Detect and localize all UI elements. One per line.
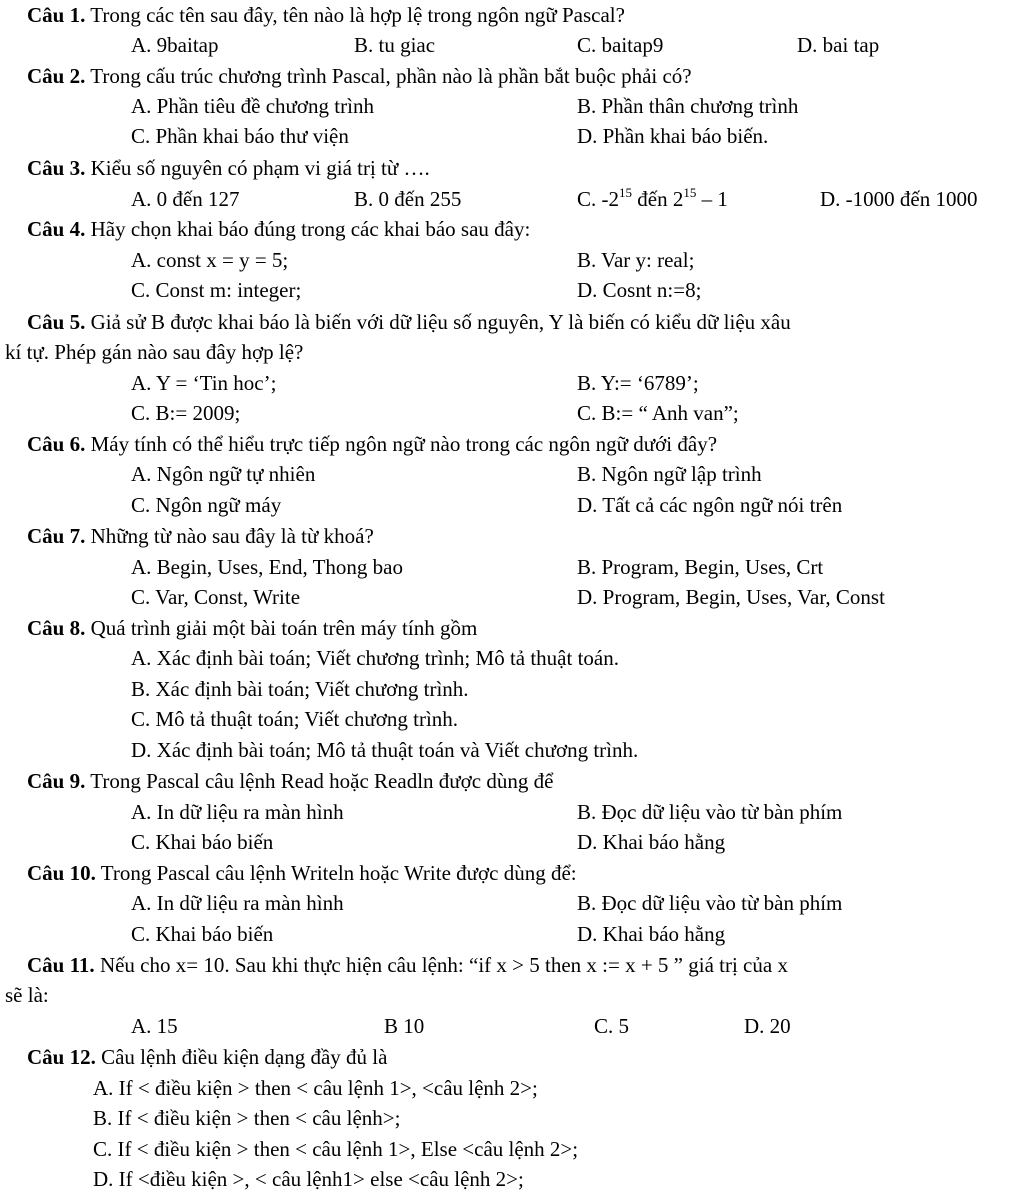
- options-row: [0, 888, 1024, 918]
- options-row: [0, 275, 1024, 305]
- question-12-stem: [27, 1042, 387, 1072]
- option-c: C. $-2^{15}$ đến $2^{15} - 1$: [577, 185, 728, 211]
- question-label: Câu 2.: [27, 64, 86, 88]
- question-10-stem: [27, 858, 577, 888]
- question-label: Câu 11.: [27, 953, 95, 977]
- option-a: A. In dữ liệu ra màn hình: [131, 891, 344, 915]
- option-b: B. Đọc dữ liệu vào từ bàn phím: [577, 891, 843, 915]
- option-b: B. Phần thân chương trình: [577, 94, 799, 118]
- question-9-stem: [27, 766, 553, 796]
- question-text: Máy tính có thể hiểu trực tiếp ngôn ngữ nào trong các ngôn ngữ dưới đây?: [85, 432, 718, 456]
- option-d: D. Tất cả các ngôn ngữ nói trên: [577, 493, 843, 517]
- question-text-continued: sẽ là:: [5, 983, 49, 1007]
- question-10: [0, 858, 1024, 888]
- option-c: C. Phần khai báo thư viện: [131, 124, 349, 148]
- option-c: C. If < điều kiện > then < câu lệnh 1>, Else <câu lệnh 2>;: [93, 1137, 579, 1161]
- question-5: [0, 307, 1024, 337]
- question-label: Câu 4.: [27, 217, 86, 241]
- question-text-continued: kí tự. Phép gán nào sau đây hợp lệ?: [5, 340, 304, 364]
- option-b: B. Ngôn ngữ lập trình: [577, 462, 762, 486]
- options-row: [0, 704, 1024, 734]
- option-d: D. Phần khai báo biến.: [577, 124, 769, 148]
- question-text: Trong Pascal câu lệnh Writeln hoặc Write được dùng để:: [95, 861, 577, 885]
- option-c: C. baitap9: [577, 33, 664, 57]
- question-text: Nếu cho x= 10. Sau khi thực hiện câu lệnh: “if x > 5 then x := x + 5 ” giá trị của x: [94, 953, 788, 977]
- option-c-second: C. B:= “ Anh van”;: [577, 401, 739, 425]
- options-row: [0, 1103, 1024, 1133]
- option-b: B. Y:= ‘6789’;: [577, 371, 699, 395]
- question-6: [0, 429, 1024, 459]
- option-c: C. Khai báo biến: [131, 830, 274, 854]
- option-c: C. 5: [594, 1014, 630, 1038]
- question-text: Câu lệnh điều kiện dạng đầy đủ là: [95, 1045, 388, 1069]
- options-row: [0, 674, 1024, 704]
- question-text: Quá trình giải một bài toán trên máy tính gồm: [85, 616, 478, 640]
- option-b: B 10: [384, 1014, 425, 1038]
- option-a: A. const x = y = 5;: [131, 248, 289, 272]
- question-label: Câu 1.: [27, 3, 86, 27]
- option-d: D. Program, Begin, Uses, Var, Const: [577, 585, 885, 609]
- question-2: [0, 61, 1024, 91]
- option-a: A. If < điều kiện > then < câu lệnh 1>, <câu lệnh 2>;: [93, 1076, 538, 1100]
- options-row: [0, 827, 1024, 857]
- question-1-stem: [27, 0, 625, 30]
- option-d: D. Cosnt n:=8;: [577, 278, 702, 302]
- option-a: A. 0 đến 127: [131, 187, 240, 211]
- options-row: [0, 91, 1024, 121]
- option-d: D. -1000 đến 1000: [820, 187, 978, 211]
- option-b: B. Program, Begin, Uses, Crt: [577, 555, 824, 579]
- option-b: B. If < điều kiện > then < câu lệnh>;: [93, 1106, 401, 1130]
- question-label: Câu 5.: [27, 310, 86, 334]
- option-b: B. Var y: real;: [577, 248, 695, 272]
- options-row: [0, 398, 1024, 428]
- question-label: Câu 6.: [27, 432, 86, 456]
- question-7: [0, 521, 1024, 551]
- options-row: [0, 368, 1024, 398]
- question-3: [0, 153, 1024, 183]
- options-row: [0, 1073, 1024, 1103]
- option-c: C. Khai báo biến: [131, 922, 274, 946]
- option-d: D. bai tap: [797, 33, 880, 57]
- options-row: [0, 552, 1024, 582]
- question-text: Hãy chọn khai báo đúng trong các khai báo sau đây:: [85, 217, 531, 241]
- question-text: Giả sử B được khai báo là biến với dữ liệu số nguyên, Y là biến có kiểu dữ liệu xâu: [85, 310, 791, 334]
- question-5-continued: [0, 337, 1024, 367]
- option-c: C. Mô tả thuật toán; Viết chương trình.: [131, 707, 459, 731]
- question-label: Câu 7.: [27, 524, 86, 548]
- options-row: [0, 30, 1024, 60]
- options-row: [0, 459, 1024, 489]
- option-a: A. Phần tiêu đề chương trình: [131, 94, 374, 118]
- option-c: C. Const m: integer;: [131, 278, 302, 302]
- options-row: [0, 245, 1024, 275]
- option-a: A. 15: [131, 1014, 178, 1038]
- option-a: A. Xác định bài toán; Viết chương trình; Mô tả thuật toán.: [131, 646, 619, 670]
- question-11-stem: [27, 950, 788, 980]
- options-row: [0, 1011, 1024, 1041]
- question-label: Câu 8.: [27, 616, 86, 640]
- options-row: [0, 184, 1024, 214]
- question-label: Câu 12.: [27, 1045, 96, 1069]
- question-9: [0, 766, 1024, 796]
- option-a: A. Y = ‘Tin hoc’;: [131, 371, 277, 395]
- question-text: Trong Pascal câu lệnh Read hoặc Readln được dùng để: [85, 769, 554, 793]
- question-text: Trong cấu trúc chương trình Pascal, phần nào là phần bắt buộc phải có?: [85, 64, 692, 88]
- options-row: [0, 1134, 1024, 1164]
- question-4: [0, 214, 1024, 244]
- question-11: [0, 950, 1024, 980]
- question-label: Câu 10.: [27, 861, 96, 885]
- option-a: A. Ngôn ngữ tự nhiên: [131, 462, 316, 486]
- option-b: B. tu giac: [354, 33, 436, 57]
- question-text: Những từ nào sau đây là từ khoá?: [85, 524, 374, 548]
- question-11-continued: [0, 980, 1024, 1010]
- option-b: B. Đọc dữ liệu vào từ bàn phím: [577, 800, 843, 824]
- options-row: [0, 490, 1024, 520]
- question-2-stem: [27, 61, 692, 91]
- options-row: [0, 735, 1024, 765]
- options-row: [0, 1164, 1024, 1194]
- option-d: D. Khai báo hằng: [577, 922, 726, 946]
- question-5-stem: [27, 307, 791, 337]
- question-text: Trong các tên sau đây, tên nào là hợp lệ trong ngôn ngữ Pascal?: [85, 3, 625, 27]
- option-c: C. Var, Const, Write: [131, 585, 301, 609]
- option-a: A. In dữ liệu ra màn hình: [131, 800, 344, 824]
- option-b: B. Xác định bài toán; Viết chương trình.: [131, 677, 469, 701]
- question-label: Câu 3.: [27, 156, 86, 180]
- option-b: B. 0 đến 255: [354, 187, 462, 211]
- option-d: D. Khai báo hằng: [577, 830, 726, 854]
- option-a: A. Begin, Uses, End, Thong bao: [131, 555, 404, 579]
- question-text: Kiểu số nguyên có phạm vi giá trị từ ….: [85, 156, 430, 180]
- options-row: [0, 582, 1024, 612]
- option-d: D. Xác định bài toán; Mô tả thuật toán và Viết chương trình.: [131, 738, 639, 762]
- question-4-stem: [27, 214, 530, 244]
- options-row: [0, 121, 1024, 151]
- question-7-stem: [27, 521, 374, 551]
- option-a: A. 9baitap: [131, 33, 219, 57]
- question-1: [0, 0, 1024, 30]
- options-row: [0, 919, 1024, 949]
- options-row: [0, 797, 1024, 827]
- question-3-stem: [27, 153, 430, 183]
- question-8-stem: [27, 613, 477, 643]
- question-8: [0, 613, 1024, 643]
- option-d: D. If <điều kiện >, < câu lệnh1> else <câu lệnh 2>;: [93, 1167, 524, 1191]
- question-12: [0, 1042, 1024, 1072]
- option-c: C. Ngôn ngữ máy: [131, 493, 282, 517]
- question-label: Câu 9.: [27, 769, 86, 793]
- option-d: D. 20: [744, 1014, 791, 1038]
- question-6-stem: [27, 429, 717, 459]
- option-c: C. B:= 2009;: [131, 401, 241, 425]
- options-row: [0, 643, 1024, 673]
